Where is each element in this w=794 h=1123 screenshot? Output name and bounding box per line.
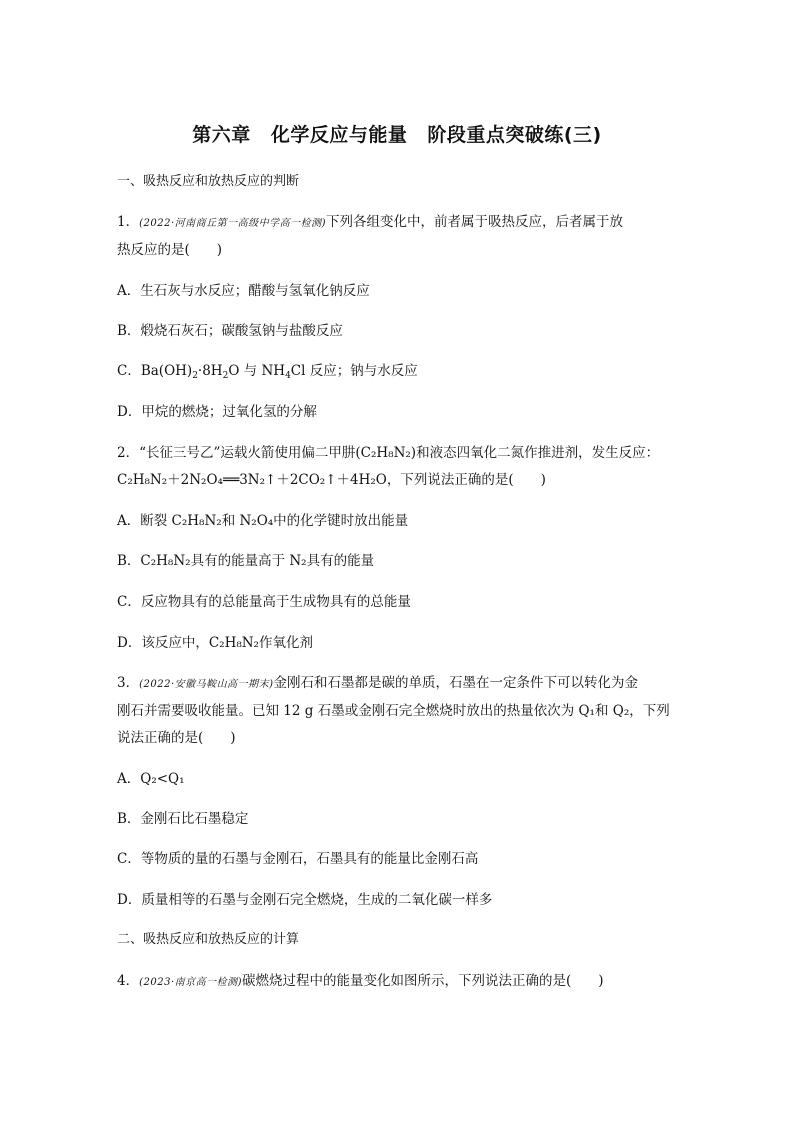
q1-stem-line-2: 热反应的是( )	[117, 242, 223, 258]
q2-stem-line-1: 2．“长征三号乙”运载火箭使用偏二甲肼(C₂H₈N₂)和液态四氧化二氮作推进剂，发生反应：	[117, 445, 660, 461]
q1-number: 1．	[117, 214, 140, 230]
q3-stem-line-2: 刚石并需要吸收能量。已知 12 g 石墨或金刚石完全燃烧时放出的热量依次为 Q₁和 Q₂，下列	[117, 703, 670, 719]
q3-option-c: C．等物质的量的石墨与金刚石，石墨具有的能量比金刚石高	[117, 851, 479, 867]
section-heading-2: 二、吸热反应和放热反应的计算	[117, 932, 300, 947]
page-title	[0, 120, 794, 147]
title-topic: 化学反应与能量	[270, 124, 408, 146]
q1-option-b: B．煅烧石灰石；碳酸氢钠与盐酸反应	[117, 323, 343, 339]
q1-option-c: C．$Ba(OH)_2\cdot 8H_2O$ 与 $NH_4Cl$ 反应；钠与水反应	[117, 363, 418, 381]
q4-stem-line-1	[117, 971, 683, 993]
q2-option-c: C．反应物具有的总能量高于生成物具有的总能量	[117, 594, 411, 610]
q2-option-d: D．该反应中，C₂H₈N₂作氧化剂	[117, 635, 313, 651]
q3-stem-line-1	[117, 673, 683, 695]
q2-option-a: A．断裂 C₂H₈N₂和 N₂O₄中的化学键时放出能量	[117, 513, 409, 529]
q3-option-b: B．金刚石比石墨稳定	[117, 811, 249, 827]
q3-stem-line-3: 说法正确的是( )	[117, 730, 236, 746]
q4-stem-text: 碳燃烧过程中的能量变化如图所示，下列说法正确的是( )	[242, 973, 604, 989]
title-practice: 阶段重点突破练(三)	[427, 124, 602, 146]
q1-stem-text: 下列各组变化中，前者属于吸热反应，后者属于放	[326, 214, 624, 230]
section-heading-1: 一、吸热反应和放热反应的判断	[117, 174, 300, 189]
q2-option-b: B．C₂H₈N₂具有的能量高于 N₂具有的能量	[117, 553, 375, 569]
q1-option-a: A．生石灰与水反应；醋酸与氢氧化钠反应	[117, 283, 370, 299]
q4-number: 4．	[117, 973, 140, 989]
q3-stem-text: 金刚石和石墨都是碳的单质，石墨在一定条件下可以转化为金	[273, 675, 639, 691]
q4-source: (2023·南京高一检测)	[139, 977, 243, 988]
q2-stem-line-2: C₂H₈N₂＋2N₂O₄══3N₂↑＋2CO₂↑＋4H₂O，下列说法正确的是( )	[117, 472, 546, 488]
q3-number: 3．	[117, 675, 140, 691]
title-chapter: 第六章	[192, 124, 251, 146]
q1-stem-line-1	[117, 212, 683, 234]
q3-option-d: D．质量相等的石墨与金刚石完全燃烧，生成的二氧化碳一样多	[117, 892, 493, 908]
q1-source: (2022·河南商丘第一高级中学高一检测)	[139, 218, 327, 229]
q3-source: (2022·安徽马鞍山高一期末)	[139, 679, 274, 690]
q3-option-a: A．Q₂<Q₁	[117, 771, 185, 787]
q1-option-d: D．甲烷的燃烧；过氧化氢的分解	[117, 404, 317, 420]
